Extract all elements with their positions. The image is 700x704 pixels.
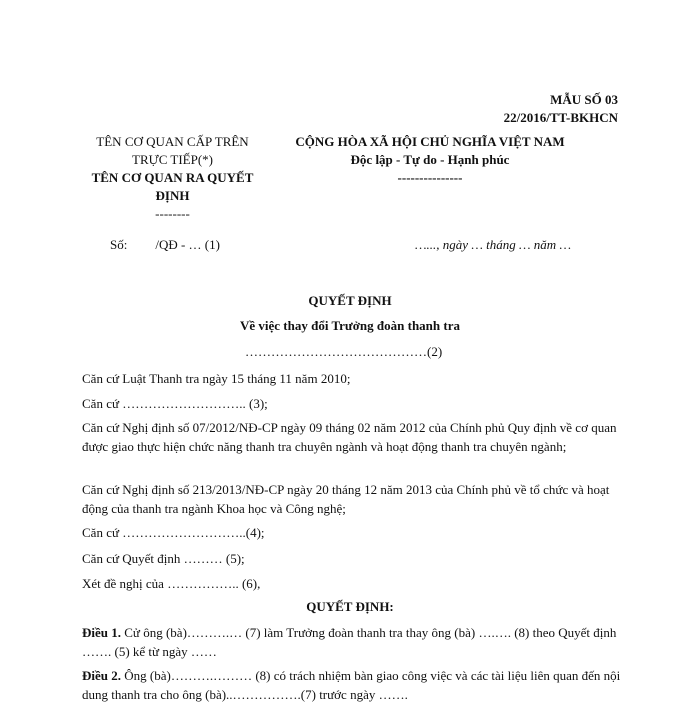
national-motto: Độc lập - Tự do - Hạnh phúc xyxy=(350,152,510,167)
legal-basis-2: Căn cứ ……………………….. (3); xyxy=(82,396,268,411)
issuing-agency: TÊN CƠ QUAN RA QUYẾT ĐỊNH xyxy=(91,170,254,203)
decision-number-value: /QĐ - … (1) xyxy=(155,237,220,252)
article-1-label: Điều 1. xyxy=(82,625,121,640)
left-divider: -------- xyxy=(155,206,190,221)
legal-basis-6: Căn cứ Quyết định ……… (5); xyxy=(82,551,245,566)
proposal-line: Xét đề nghị của …………….. (6), xyxy=(82,576,261,591)
issuer-line: ……………………………………(2) xyxy=(245,344,443,359)
article-2-text: Ông (bà)……….……… (8) có trách nhiệm bàn giao công việc và các tài liệu liên quan đến nội dung thanh tra cho ông (bà)..…………….(7) trước ngày ……. xyxy=(82,668,624,702)
national-header xyxy=(280,133,580,187)
legal-basis-3: Căn cứ Nghị định số 07/2012/NĐ-CP ngày 09 tháng 02 năm 2012 của Chính phủ Quy định về cơ quan được giao thực hiện chức năng thanh tra chuyên ngành và hoạt động thanh tra chuyên ngành; xyxy=(82,420,617,454)
legal-basis-1: Căn cứ Luật Thanh tra ngày 15 tháng 11 năm 2010; xyxy=(82,371,351,386)
document-title: QUYẾT ĐỊNH xyxy=(308,293,392,308)
decision-number xyxy=(110,237,220,253)
issuing-agency-header xyxy=(80,133,265,223)
form-number-line2: 22/2016/TT-BKHCN xyxy=(503,110,618,125)
right-divider: --------------- xyxy=(397,170,463,185)
article-1 xyxy=(82,623,622,661)
superior-agency: TÊN CƠ QUAN CẤP TRÊN TRỰC TIẾP(*) xyxy=(96,134,249,167)
form-number xyxy=(504,91,618,127)
form-number-line1: MẪU SỐ 03 xyxy=(550,92,618,107)
nation-name: CỘNG HÒA XÃ HỘI CHỦ NGHĨA VIỆT NAM xyxy=(295,134,565,149)
article-1-text: Cử ông (bà)……….… (7) làm Trưởng đoàn thanh tra thay ông (bà) ….…. (8) theo Quyết định ……. (5) kể từ ngày …… xyxy=(82,625,620,659)
decision-heading: QUYẾT ĐỊNH: xyxy=(306,599,394,614)
document-subtitle: Về việc thay đổi Trưởng đoàn thanh tra xyxy=(239,318,460,333)
article-2-label: Điều 2. xyxy=(82,668,121,683)
decision-number-label: Số: xyxy=(110,237,128,252)
legal-basis-5: Căn cứ ………………………..(4); xyxy=(82,525,265,540)
legal-basis-4: Căn cứ Nghị định số 213/2013/NĐ-CP ngày 20 tháng 12 năm 2013 của Chính phủ về tổ chức và hoạt động của thanh tra ngành Khoa học và Công nghệ; xyxy=(82,482,610,516)
date-line: …..., ngày … tháng … năm … xyxy=(415,237,572,252)
article-2 xyxy=(82,666,622,704)
